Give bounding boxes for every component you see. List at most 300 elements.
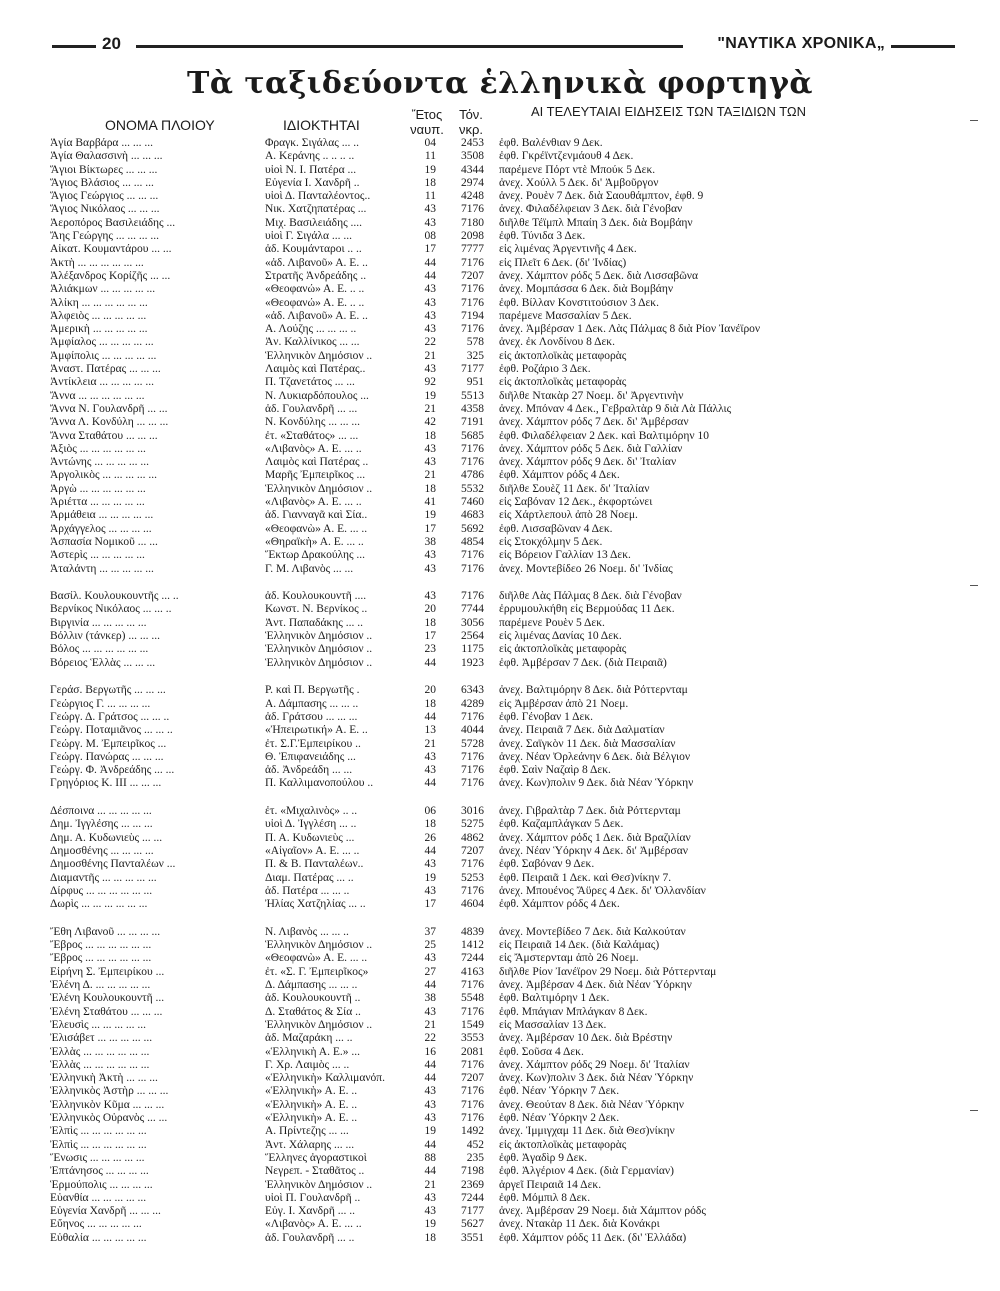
cell-year: 18 — [424, 697, 436, 710]
cell-tons: 2081 — [461, 1045, 484, 1058]
cell-tons: 2369 — [461, 1178, 484, 1191]
cell-tons: 7176 — [461, 884, 484, 897]
cell-news: εἰς ἀκτοπλοϊκὰς μεταφορὰς — [499, 643, 627, 656]
table-row — [0, 257, 1000, 270]
table-row — [0, 1179, 1000, 1192]
cell-year: 11 — [424, 150, 436, 163]
cell-ship: Εὐγενία Χανδρῆ ... ... ... — [50, 1205, 161, 1218]
cell-owner: «Θεοφανὼ» Α. Ε. ... .. — [265, 952, 368, 965]
cell-tons: 7176 — [461, 1098, 484, 1111]
cell-ship: Βασίλ. Κουλουκουντῆς ... .. — [50, 590, 179, 603]
cell-owner: Ν. Λυκιαρδόπουλος ... — [265, 389, 369, 402]
cell-tons: 3553 — [461, 1032, 484, 1045]
cell-news: ἀνεχ. Θεούταν 8 Δεκ. διὰ Νέαν Ὑόρκην — [499, 1098, 684, 1111]
cell-news: ἐφθ. Γκρέϊντζενμάουθ 4 Δεκ. — [499, 150, 634, 163]
cell-news: ἀνεχ. Σαϊγκὸν 11 Δεκ. διὰ Μασσαλίαν — [499, 737, 676, 750]
cell-owner: Θ. Ἐπιφανειάδης ... — [265, 750, 356, 763]
table-row — [0, 270, 1000, 283]
cell-year: 20 — [424, 603, 436, 616]
table-row — [0, 603, 1000, 616]
cell-year: 43 — [424, 590, 436, 603]
table-row — [0, 376, 1000, 389]
cell-owner: Μαρῆς Ἐμπειρῖκος ... — [265, 469, 366, 482]
cell-tons: 951 — [466, 376, 484, 389]
table-row — [0, 496, 1000, 509]
cell-ship: Ἔθη Λιβανοῦ ... ... ... ... — [50, 925, 161, 938]
cell-owner: Νεγρεπ. - Σταθᾶτος .. — [265, 1165, 365, 1178]
cell-year: 23 — [424, 643, 436, 656]
cell-owner: Ἕλληνες ἀγοραστικοὶ — [265, 1151, 367, 1164]
cell-year: 22 — [424, 336, 436, 349]
cell-ship: Ἀντίκλεια ... ... ... ... ... — [50, 376, 155, 389]
cell-owner: «ἀδ. Λιβανοῦ» Α. Ε. .. — [265, 309, 368, 322]
cell-year: 19 — [424, 389, 436, 402]
cell-ship: Δημ. Α. Κυδωνιεὺς ... ... — [50, 831, 163, 844]
table-row — [0, 1192, 1000, 1205]
table-row — [0, 1125, 1000, 1138]
cell-tons: 4604 — [461, 898, 484, 911]
table-row — [0, 724, 1000, 737]
cell-owner: «Θηραϊκὴ» Α. Ε. ... .. — [265, 535, 364, 548]
cell-ship: Ἀλέξανδρος Κορίζῆς ... ... — [50, 269, 171, 282]
cell-news: ἐφθ. Νέαν Ὑόρκην 7 Δεκ. — [499, 1085, 620, 1098]
cell-ship: Γεώργιος Γ. ... ... ... ... — [50, 697, 151, 710]
cell-tons: 4862 — [461, 831, 484, 844]
cell-owner: ἀδ. Γιανναγᾶ καὶ Σία.. — [265, 509, 368, 522]
cell-year: 44 — [424, 656, 436, 669]
cell-tons: 5627 — [461, 1218, 484, 1231]
cell-tons: 5692 — [461, 522, 484, 535]
cell-ship: Γεώργ. Πανώρας ... ... ... — [50, 750, 164, 763]
cell-owner: Εὐγ. Ι. Χανδρῆ ... .. — [265, 1205, 355, 1218]
cell-tons: 7244 — [461, 952, 484, 965]
cell-year: 43 — [424, 309, 436, 322]
cell-owner: Ἑλληνικὸν Δημόσιον .. — [265, 656, 373, 669]
cell-ship: Ἑλληνικὸς Οὐρανὸς ... ... — [50, 1112, 168, 1125]
cell-ship: Δωρὶς ... ... ... ... ... ... — [50, 898, 148, 911]
cell-year: 11 — [424, 190, 436, 203]
cell-year: 27 — [424, 965, 436, 978]
cell-tons: 7180 — [461, 216, 484, 229]
cell-news: ἐφθ. Ἀγαδὶρ 9 Δεκ. — [499, 1151, 588, 1164]
cell-year: 18 — [424, 616, 436, 629]
cell-owner: «Λιβανὸς» Α. Ε. ... .. — [265, 1218, 362, 1231]
table-row — [0, 310, 1000, 323]
cell-year: 37 — [424, 925, 436, 938]
cell-ship: Ἄννα Ν. Γουλανδρῆ ... ... — [50, 402, 168, 415]
cell-owner: «Θεοφανώ» Α. Ε. .. .. — [265, 283, 365, 296]
cell-tons: 7176 — [461, 764, 484, 777]
cell-owner: ἐτ. «Μιχαλινὸς» .. .. — [265, 805, 358, 818]
table-row — [0, 777, 1000, 790]
cell-tons: 7207 — [461, 1072, 484, 1085]
cell-news: ἀνεχ. ἐκ Λονδίνου 8 Δεκ. — [499, 336, 615, 349]
cell-year: 04 — [424, 137, 436, 149]
cell-owner: Κωνστ. Ν. Βερνίκος .. — [265, 603, 368, 616]
cell-news: ἐφθ. Ἀλγέριον 4 Δεκ. (διὰ Γερμανίαν) — [499, 1165, 674, 1178]
cell-ship: Ἀρχάγγελος ... ... ... ... — [50, 522, 152, 535]
column-header-ship: ΟΝΟΜΑ ΠΛΟΙΟΥ — [105, 117, 215, 133]
cell-tons: 3551 — [461, 1231, 484, 1244]
cell-tons: 3016 — [461, 805, 484, 818]
margin-mark — [970, 1110, 978, 1111]
table-row — [0, 323, 1000, 336]
cell-year: 43 — [424, 203, 436, 216]
table-row — [0, 684, 1000, 697]
table-row — [0, 469, 1000, 482]
cell-ship: Εὐανθία ... ... ... ... ... — [50, 1191, 147, 1204]
cell-year: 08 — [424, 230, 436, 243]
cell-tons: 7176 — [461, 1005, 484, 1018]
cell-news: εἰς Πλεῖτ 6 Δεκ. (δι' Ἰνδίας) — [499, 256, 627, 269]
cell-news: ἐφθ. Ροζάριο 3 Δεκ. — [499, 363, 591, 376]
cell-ship: Ἔβρος ... ... ... ... ... ... — [50, 952, 152, 965]
cell-news: ἀνεχ. Νέαν Ὑόρκην 4 Δεκ. δι' Ἀμβέρσαν — [499, 845, 688, 858]
table-row — [0, 979, 1000, 992]
cell-tons: 7176 — [461, 203, 484, 216]
cell-owner: ἀδ. Κουλουκουντῆ .... — [265, 590, 367, 603]
cell-year: 21 — [424, 402, 436, 415]
cell-news: ἀνεχ. Χάμπτον ρόδς 9 Δεκ. δι' Ἰταλίαν — [499, 456, 677, 469]
table-row — [0, 751, 1000, 764]
cell-tons: 7176 — [461, 750, 484, 763]
cell-year: 43 — [424, 1098, 436, 1111]
cell-ship: Εὐθαλία ... ... ... ... ... — [50, 1231, 147, 1244]
cell-owner: ἀδ. Γουλανδρῆ ... .. — [265, 1231, 355, 1244]
cell-tons: 452 — [466, 1138, 484, 1151]
cell-tons: 7176 — [461, 979, 484, 992]
table-row — [0, 563, 1000, 576]
cell-owner: Ρ. καὶ Π. Βεργωτῆς . — [265, 684, 360, 697]
column-header-tons — [449, 107, 493, 137]
cell-tons: 5685 — [461, 429, 484, 442]
cell-news: ἀνεχ. Χάμπτον ρόδς 1 Δεκ. διὰ Βραζιλίαν — [499, 831, 691, 844]
cell-year: 19 — [424, 163, 436, 176]
table-row — [0, 738, 1000, 751]
table-row — [0, 164, 1000, 177]
cell-owner: Ἀν. Καλλίνικος ... ... — [265, 336, 360, 349]
cell-news: ἀνεχ. Ντακὰρ 11 Δεκ. διὰ Κονάκρι — [499, 1218, 660, 1231]
cell-year: 38 — [424, 535, 436, 548]
cell-ship: Ἀσπασία Νομικοῦ ... ... — [50, 535, 158, 548]
table-row — [0, 443, 1000, 456]
cell-news: ἐφθ. Πειραιᾶ 1 Δεκ. καὶ Θεσ)νίκην 7. — [499, 871, 672, 884]
cell-owner: «Θεοφανὼ» Α. Ε. ... .. — [265, 522, 368, 535]
cell-year: 43 — [424, 323, 436, 336]
cell-owner: ἐτ. «Σταθάτος» ... ... — [265, 429, 359, 442]
cell-year: 21 — [424, 737, 436, 750]
cell-tons: 7176 — [461, 590, 484, 603]
table-row — [0, 952, 1000, 965]
table-row — [0, 1112, 1000, 1125]
cell-tons: 7176 — [461, 283, 484, 296]
column-header-owner: ΙΔΙΟΚΤΗΤΑΙ — [283, 117, 360, 133]
cell-owner: Ἑλληνικὸν Δημόσιον .. — [265, 1178, 373, 1191]
cell-tons: 5532 — [461, 482, 484, 495]
table-row — [0, 217, 1000, 230]
cell-tons: 1492 — [461, 1125, 484, 1138]
cell-owner: Ἑλληνικὸν Δημόσιον .. — [265, 939, 373, 952]
table-row — [0, 1006, 1000, 1019]
cell-year: 44 — [424, 269, 436, 282]
ship-group — [0, 137, 1000, 576]
cell-tons: 7176 — [461, 710, 484, 723]
cell-ship: Ἀταλάντη ... ... ... ... ... — [50, 562, 154, 575]
cell-owner: Α. Πρίντεζης ... ... — [265, 1125, 349, 1138]
table-row — [0, 403, 1000, 416]
cell-year: 43 — [424, 1191, 436, 1204]
table-row — [0, 483, 1000, 496]
cell-tons: 4839 — [461, 925, 484, 938]
cell-ship: Ἄης Γεώργης ... ... ... ... — [50, 230, 159, 243]
cell-year: 19 — [424, 509, 436, 522]
cell-ship: Βόλλιν (τάνκερ) ... ... ... — [50, 630, 160, 643]
cell-owner: Π. Τζανετάτος ... ... — [265, 376, 355, 389]
table-row — [0, 832, 1000, 845]
cell-owner: ἀδ. Κουμάνταροι .. .. — [265, 243, 362, 256]
cell-ship: Ἅγιος Γεώργιος ... ... ... — [50, 190, 159, 203]
cell-news: διῆλθε Ντακὰρ 27 Νοεμ. δι' Ἀργεντινὴν — [499, 389, 684, 402]
cell-ship: Γρηγόριος Κ. ΙΙΙ ... ... ... — [50, 777, 162, 790]
cell-news: ἀνεχ. Μομπάσσα 6 Δεκ. διὰ Βομβάην — [499, 283, 674, 296]
cell-year: 88 — [424, 1151, 436, 1164]
cell-news: ἐφθ. Φιλαδέλφειαν 2 Δεκ. καὶ Βαλτιμόρην 10 — [499, 429, 709, 442]
cell-tons: 7176 — [461, 1085, 484, 1098]
cell-news: εἰς ἀκτοπλοϊκὰς μεταφορὰς — [499, 376, 627, 389]
cell-news: ἀνεχ. Γιβραλτὰρ 7 Δεκ. διὰ Ρόττερνταμ — [499, 805, 681, 818]
cell-owner: Ἑλληνικὸν Δημόσιον .. — [265, 349, 373, 362]
cell-owner: Δ. Δάμπασης ... ... .. — [265, 979, 358, 992]
cell-ship: Ἑλληνικὸς Ἀστὴρ ... ... ... — [50, 1085, 169, 1098]
table-row — [0, 336, 1000, 349]
cell-tons: 7460 — [461, 496, 484, 509]
cell-year: 21 — [424, 349, 436, 362]
cell-ship: Γεράσ. Βεργωτῆς ... ... ... — [50, 684, 166, 697]
cell-news: ἐφθ. Χάμπτον ρόδς 11 Δεκ. (δι' Ἑλλάδα) — [499, 1231, 687, 1244]
cell-owner: υἱοὶ Γ. Σιγάλα ... ... — [265, 230, 353, 243]
cell-year: 44 — [424, 845, 436, 858]
table-row — [0, 966, 1000, 979]
cell-owner: υἱοὶ Δ. Ἰγγλέση ... .. — [265, 818, 357, 831]
cell-owner: ἀδ. Μαζαράκη ... .. — [265, 1032, 353, 1045]
ship-table — [0, 137, 1000, 1259]
cell-ship: Ἑλλὰς ... ... ... ... ... ... — [50, 1058, 150, 1071]
margin-mark — [970, 585, 978, 586]
cell-news: διῆλθε Σουὲζ 11 Δεκ. δι' Ἰταλίαν — [499, 482, 650, 495]
cell-tons: 4683 — [461, 509, 484, 522]
cell-ship: Ἀργὼ ... ... ... ... ... ... — [50, 482, 146, 495]
cell-news: διῆλθε Λὰς Πάλμας 8 Δεκ. διὰ Γένοβαν — [499, 590, 682, 603]
cell-tons: 7244 — [461, 1191, 484, 1204]
cell-tons: 1175 — [461, 643, 484, 656]
cell-ship: Ἑλένη Σταθάτου ... ... ... — [50, 1005, 163, 1018]
table-row — [0, 350, 1000, 363]
cell-ship: Ἑλληνικὴ Ἀκτὴ ... ... ... — [50, 1072, 158, 1085]
cell-tons: 7176 — [461, 562, 484, 575]
cell-ship: Ἀριέττα ... ... ... ... ... — [50, 496, 145, 509]
cell-year: 43 — [424, 442, 436, 455]
cell-news: ἐφθ. Χάμπτον ρόδς 4 Δεκ. — [499, 898, 620, 911]
cell-ship: Ἄννα ... ... ... ... ... ... — [50, 389, 145, 402]
table-row — [0, 698, 1000, 711]
cell-owner: ἀδ. Κουλουκουντῆ .. — [265, 992, 361, 1005]
cell-ship: Ἀλίκη ... ... ... ... ... ... — [50, 296, 148, 309]
cell-year: 21 — [424, 1178, 436, 1191]
cell-year: 17 — [424, 522, 436, 535]
cell-ship: Αἰκατ. Κουμαντάρου ... ... — [50, 243, 172, 256]
cell-owner: ἀδ. Γουλανδρῆ ... ... — [265, 402, 358, 415]
table-row — [0, 203, 1000, 216]
cell-tons: 7198 — [461, 1165, 484, 1178]
cell-news: εἰς Βόρειον Γαλλίαν 13 Δεκ. — [499, 549, 631, 562]
cell-year: 13 — [424, 724, 436, 737]
page-number: 20 — [102, 34, 121, 53]
cell-news: ἀνεχ. Χάμπτον ρόδς 5 Δεκ. διὰ Γαλλίαν — [499, 442, 683, 455]
cell-owner: Ἀντ. Χάλαρης ... ... — [265, 1138, 355, 1151]
cell-year: 19 — [424, 1125, 436, 1138]
cell-ship: Ἐλευσὶς ... ... ... ... ... — [50, 1018, 147, 1031]
cell-news: ἀνεχ. Πειραιᾶ 7 Δεκ. διὰ Δαλματίαν — [499, 724, 665, 737]
cell-year: 44 — [424, 710, 436, 723]
cell-year: 43 — [424, 1085, 436, 1098]
cell-tons: 4344 — [461, 163, 484, 176]
cell-news: ἀνεχ. Χάμπτον ρόδς 7 Δεκ. δι' Ἀμβέρσαν — [499, 416, 689, 429]
cell-ship: Γεώργ. Μ. Ἐμπειρῖκος ... — [50, 737, 167, 750]
cell-year: 43 — [424, 764, 436, 777]
cell-tons: 235 — [466, 1151, 484, 1164]
cell-year: 21 — [424, 1018, 436, 1031]
cell-news: ἐφθ. Βαλένθιαν 9 Δεκ. — [499, 137, 603, 149]
cell-ship: Βερνίκος Νικόλαος ... ... .. — [50, 603, 172, 616]
cell-owner: Ν. Κονδύλης ... ... ... — [265, 416, 360, 429]
cell-ship: Ἐπτάνησος ... ... ... ... — [50, 1165, 149, 1178]
cell-news: ἀνεχ. Κων)πολιν 3 Δεκ. διὰ Νέαν Ὑόρκην — [499, 1072, 694, 1085]
cell-ship: Ἁγία Θαλασσινὴ ... ... ... — [50, 150, 163, 163]
cell-news: ἐφθ. Καζαμπλάγκαν 5 Δεκ. — [499, 818, 624, 831]
cell-news: ἐφθ. Λισσαβῶναν 4 Δεκ. — [499, 522, 613, 535]
cell-news: εἰς Σαβόναν 12 Δεκ., ἐκφορτώνει — [499, 496, 653, 509]
cell-year: 17 — [424, 630, 436, 643]
cell-news: ἐφθ. Βαλτιμόρην 1 Δεκ. — [499, 992, 610, 1005]
cell-tons: 7176 — [461, 323, 484, 336]
page-header — [52, 36, 955, 56]
cell-year: 44 — [424, 1058, 436, 1071]
cell-owner: Μιχ. Βασιλειάδης .... — [265, 216, 363, 229]
cell-year: 43 — [424, 952, 436, 965]
table-row — [0, 872, 1000, 885]
cell-news: ἀνεχ. Φιλαδέλφειαν 3 Δεκ. διὰ Γένοβαν — [499, 203, 683, 216]
cell-ship: Ἀμερικὴ ... ... ... ... ... — [50, 323, 148, 336]
cell-news: ἀνεχ. Μπουένος Ἄϋρες 4 Δεκ. δι' Ὀλλανδίαν — [499, 884, 706, 897]
table-row — [0, 536, 1000, 549]
cell-ship: Γεώργ. Φ. Ἀνδρεάδης ... ... — [50, 764, 175, 777]
cell-news: ἐφθ. Μπάγιαν Μπλάγκαν 8 Δεκ. — [499, 1005, 648, 1018]
table-row — [0, 590, 1000, 603]
cell-year: 17 — [424, 898, 436, 911]
table-row — [0, 643, 1000, 656]
cell-ship: Δημοσθένης ... ... ... ... — [50, 845, 154, 858]
cell-tons: 5275 — [461, 818, 484, 831]
table-row — [0, 243, 1000, 256]
table-row — [0, 1019, 1000, 1032]
cell-year: 44 — [424, 256, 436, 269]
cell-ship: Ἑλένη Κουλουκουντῆ ... — [50, 992, 165, 1005]
cell-ship: Δέσποινα ... ... ... ... ... — [50, 805, 152, 818]
cell-owner: «Ἑλληνικὴ» Καλλιμανόπ. — [265, 1072, 385, 1085]
magazine-name: "ΝΑΥΤΙΚΑ ΧΡΟΝΙΚΑ„ — [717, 35, 885, 52]
cell-news: ἐφθ. Βίλλαν Κονστιτούσιον 3 Δεκ. — [499, 296, 659, 309]
cell-owner: «Αἰγαῖον» Α. Ε. ... .. — [265, 845, 360, 858]
ship-group — [0, 684, 1000, 790]
cell-ship: Ἀλιάκμων ... ... ... ... ... — [50, 283, 156, 296]
cell-tons: 7176 — [461, 858, 484, 871]
cell-tons: 5253 — [461, 871, 484, 884]
cell-ship: Ἀναστ. Πατέρας ... ... ... — [50, 363, 161, 376]
cell-owner: «Ἑλληνικὴ» Α. Ε. .. — [265, 1085, 358, 1098]
cell-ship: Ἁγία Βαρβάρα ... ... ... — [50, 137, 153, 149]
cell-owner: ἀδ. Ἀνδρεάδη ... ... — [265, 764, 353, 777]
cell-tons: 2974 — [461, 176, 484, 189]
cell-year: 20 — [424, 684, 436, 697]
cell-owner: Π. Α. Κυδωνιεὺς ... — [265, 831, 355, 844]
cell-tons: 7176 — [461, 296, 484, 309]
table-row — [0, 1139, 1000, 1152]
cell-news: ἀνεχ. Χάμπτον ρόδς 29 Νοεμ. δι' Ἰταλίαν — [499, 1058, 690, 1071]
cell-news: ἀνεχ. Χούλλ 5 Δεκ. δι' Ἀμβοῦργον — [499, 176, 659, 189]
cell-tons: 5548 — [461, 992, 484, 1005]
cell-owner: «Ἑλληνικὴ» Α. Ε. .. — [265, 1112, 358, 1125]
cell-news: διῆλθε Ρίον Ἰανέϊρον 29 Νοεμ. διὰ Ρόττερνταμ — [499, 965, 717, 978]
cell-year: 19 — [424, 871, 436, 884]
cell-owner: ἐτ. «Σ. Γ. Ἐμπειρῖκος» — [265, 965, 369, 978]
cell-ship: Ἀμφίπολις ... ... ... ... ... — [50, 349, 157, 362]
cell-owner: Ἀντ. Παπαδάκης ... .. — [265, 616, 363, 629]
table-row — [0, 898, 1000, 911]
cell-tons: 1549 — [461, 1018, 484, 1031]
cell-ship: Ἅγιοι Βίκτωρες ... ... ... — [50, 163, 158, 176]
cell-owner: Ἑλληνικὸν Δημόσιον .. — [265, 643, 373, 656]
cell-news: ἐφθ. Σαβόναν 9 Δεκ. — [499, 858, 595, 871]
cell-tons: 7744 — [461, 603, 484, 616]
cell-owner: «Ἑλληνικὴ Α. Ε.» ... — [265, 1045, 360, 1058]
cell-year: 38 — [424, 992, 436, 1005]
cell-owner: υἱοὶ Π. Γουλανδρῆ .. — [265, 1191, 361, 1204]
table-row — [0, 818, 1000, 831]
cell-news: εἰς Μασσαλίαν 13 Δεκ. — [499, 1018, 607, 1031]
table-row — [0, 885, 1000, 898]
ship-group — [0, 926, 1000, 1245]
cell-news: εἰς ἀκτοπλοϊκὰς μεταφορὰς — [499, 1138, 627, 1151]
table-row — [0, 764, 1000, 777]
cell-tons: 4044 — [461, 724, 484, 737]
cell-news: ἀνεχ. Μοντεβίδεο 7 Δεκ. διὰ Καλκούταν — [499, 925, 686, 938]
cell-news: ἀνεχ. Ἰμμιγχαμ 11 Δεκ. διὰ Θεσ)νίκην — [499, 1125, 675, 1138]
cell-ship: Εἰρήνη Σ. Ἐμπειρίκου ... — [50, 965, 165, 978]
cell-news: ἐρρυμουλκήθη εἰς Βερμούδας 11 Δεκ. — [499, 603, 675, 616]
cell-year: 43 — [424, 363, 436, 376]
cell-owner: Δ. Σταθάτος & Σία .. — [265, 1005, 361, 1018]
cell-tons: 7191 — [461, 416, 484, 429]
cell-ship: Ἀμφίαλος ... ... ... ... ... — [50, 336, 154, 349]
cell-year: 92 — [424, 376, 436, 389]
cell-ship: Ἑλληνικὸν Κῦμα ... ... ... — [50, 1098, 165, 1111]
cell-tons: 7177 — [461, 1205, 484, 1218]
cell-tons: 1923 — [461, 656, 484, 669]
cell-tons: 1412 — [461, 939, 484, 952]
cell-ship: Βόρειος Ἑλλὰς ... ... ... — [50, 656, 156, 669]
table-row — [0, 430, 1000, 443]
table-row — [0, 283, 1000, 296]
